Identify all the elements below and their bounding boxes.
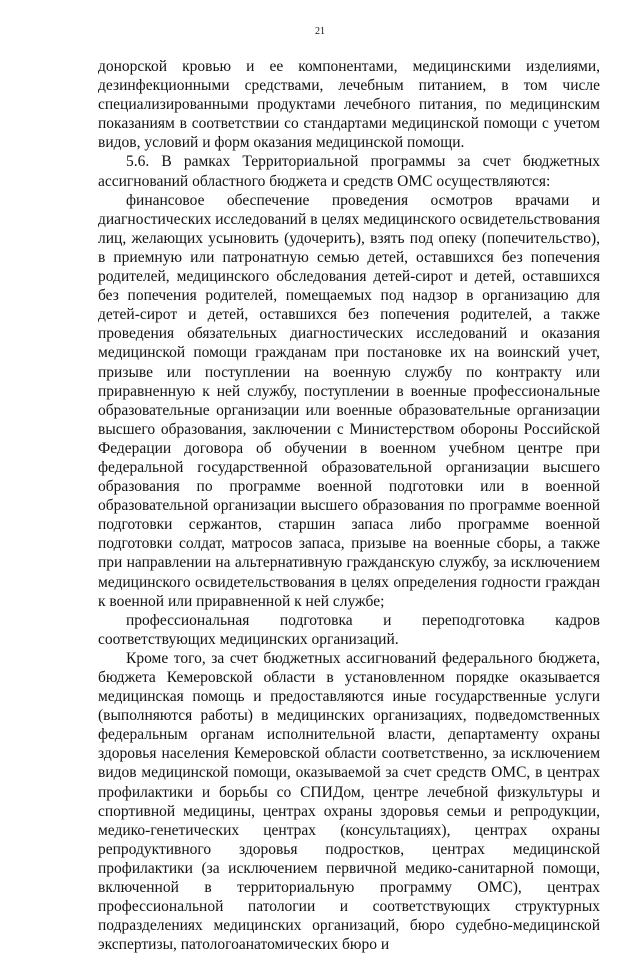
document-body bbox=[98, 57, 600, 954]
paragraph-financing-examinations: финансовое обеспечение проведения осмотров врачами и диагностических исследований в целях медицинского освидетельствования лиц, желающих усыновить (удочерить), взять под опеку (попечительство), в приемную или патронатную семью детей, оставшихся без попечения родителей, медицинского обследования детей-сирот и детей, оставшихся без попечения родителей, помещаемых под надзор в организацию для детей-сирот и детей, оставшихся без попечения родителей, а также проведения обязательных диагностических исследований и оказания медицинской помощи гражданам при постановке их на воинский учет, призыве или поступлении на военную службу по контракту или приравненную к ней службу, поступлении в военные профессиональные образовательные организации или военные образовательные организации высшего образования, заключении с Министерством обороны Российской Федерации договора об обучении в военном учебном центре при федеральной государственной образовательной организации высшего образования по программе военной подготовки или в военной образовательной организации высшего образования по программе военной подготовки сержантов, старшин запаса либо программе военной подготовки солдат, матросов запаса, призыве на военные сборы, а также при направлении на альтернативную гражданскую службу, за исключением медицинского освидетельствования в целях определения годности граждан к военной или приравненной к ней службе; bbox=[98, 191, 600, 610]
paragraph-continuation: донорской кровью и ее компонентами, медицинскими изделиями, дезинфекционными средствами, лечебным питанием, в том числе специализированными продуктами лечебного питания, по медицинским показаниям в соответствии со стандартами медицинской помощи с учетом видов, условий и форм оказания медицинской помощи. bbox=[98, 58, 600, 152]
paragraph-federal-budget: Кроме того, за счет бюджетных ассигнований федерального бюджета, бюджета Кемеровской области в установленном порядке оказывается медицинская помощь и предоставляются иные государственные услуги (выполняются работы) в медицинских организациях, подведомственных федеральным органам исполнительной власти, департаменту охраны здоровья населения Кемеровской области соответственно, за исключением видов медицинской помощи, оказываемой за счет средств ОМС, в центрах профилактики и борьбы со СПИДом, центре лечебной физкультуры и спортивной медицины, центрах охраны здоровья семьи и репродукции, медико-генетических центрах (консультациях), центрах охраны репродуктивного здоровья подростков, центрах медицинской профилактики (за исключением первичной медико-санитарной помощи, включенной в территориальную программу ОМС), центрах профессиональной патологии и соответствующих структурных подразделениях медицинских организаций, бюро судебно-медицинской экспертизы, патологоанатомических бюро и bbox=[98, 649, 600, 954]
paragraph-professional-training: профессиональная подготовка и переподготовка кадров соответствующих медицинских организаций. bbox=[98, 611, 600, 648]
paragraph-section-5-6: 5.6. В рамках Территориальной программы за счет бюджетных ассигнований областного бюджета и средств ОМС осуществляются: bbox=[98, 153, 600, 190]
page-number: 21 bbox=[315, 26, 325, 37]
